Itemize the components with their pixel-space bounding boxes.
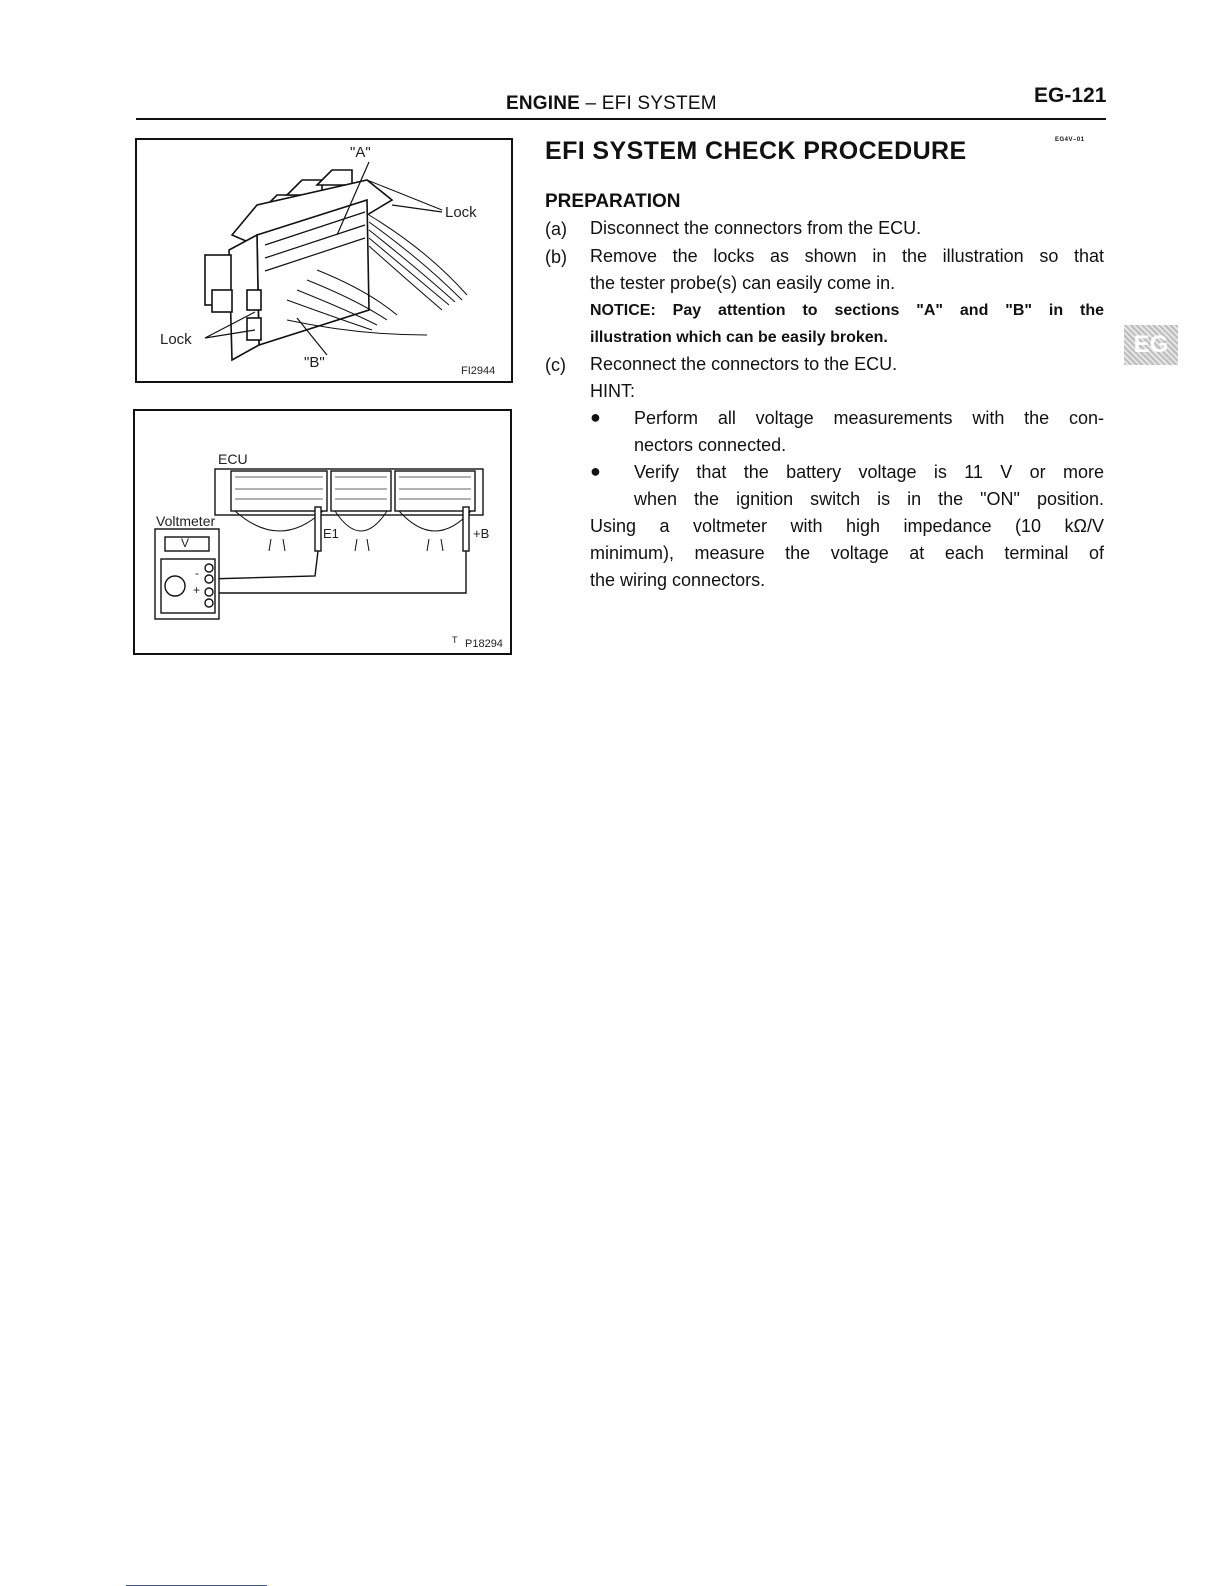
section-title: EFI SYSTEM CHECK PROCEDURE (545, 137, 967, 165)
step-b-line-1: Remove the locks as shown in the illustration so that (590, 246, 1104, 266)
bullet-2-line-2: when the ignition switch is in the "ON" position. (634, 489, 1104, 509)
paragraph-line-2: minimum), measure the voltage at each terminal of (590, 543, 1104, 563)
label-lock-left: Lock (160, 331, 192, 348)
step-c-label: (c) (545, 355, 566, 375)
connector-lock-figure (135, 138, 513, 383)
step-a-text: Disconnect the connectors from the ECU. (590, 218, 922, 238)
header-rule (136, 118, 1106, 120)
section-header (506, 93, 717, 115)
bullet-dot-2: ● (590, 461, 601, 481)
section-tab-eg: EG (1124, 325, 1178, 365)
subsection-title: PREPARATION (545, 191, 681, 212)
bullet-dot-1: ● (590, 407, 601, 427)
label-minus-terminal: - (195, 566, 199, 580)
label-section-a: "A" (350, 144, 371, 161)
step-a-label: (a) (545, 219, 567, 239)
label-battery-terminal: +B (473, 526, 490, 541)
label-lock-right: Lock (445, 204, 477, 221)
section-header-rest: – EFI SYSTEM (580, 93, 717, 114)
page-number: EG-121 (1034, 84, 1107, 107)
step-b-label: (b) (545, 247, 567, 267)
hint-label: HINT: (590, 381, 635, 401)
paragraph-line-1: Using a voltmeter with high impedance (10 kΩ/V (590, 516, 1104, 536)
bullet-2-line-1: Verify that the battery voltage is 11 V or more (634, 462, 1104, 482)
label-plus-terminal: + (193, 583, 201, 597)
notice-line-1: NOTICE: Pay attention to sections "A" and "B" in the (590, 302, 1104, 319)
figure-code: FI2944 (461, 365, 496, 377)
step-c-text: Reconnect the connectors to the ECU. (590, 354, 898, 374)
figure-code-prefix: T (452, 635, 458, 645)
label-ecu: ECU (218, 451, 248, 467)
label-voltmeter-v: V (181, 536, 190, 550)
label-e1-terminal: E1 (323, 526, 339, 541)
section-header-bold: ENGINE (506, 93, 581, 114)
notice-line-2: illustration which can be easily broken. (590, 329, 888, 346)
label-voltmeter: Voltmeter (156, 513, 216, 529)
paragraph-line-3: the wiring connectors. (590, 570, 766, 590)
figure-code: P18294 (465, 638, 503, 650)
label-section-b: "B" (304, 354, 325, 371)
reference-code: EG4V–01 (1055, 137, 1085, 143)
connector-lock-drawing (137, 140, 511, 381)
step-b-line-2: the tester probe(s) can easily come in. (590, 273, 896, 293)
bullet-1-line-2: nectors connected. (634, 435, 787, 455)
bullet-1-line-1: Perform all voltage measurements with the con- (634, 408, 1104, 428)
ecu-voltmeter-figure (133, 409, 512, 655)
